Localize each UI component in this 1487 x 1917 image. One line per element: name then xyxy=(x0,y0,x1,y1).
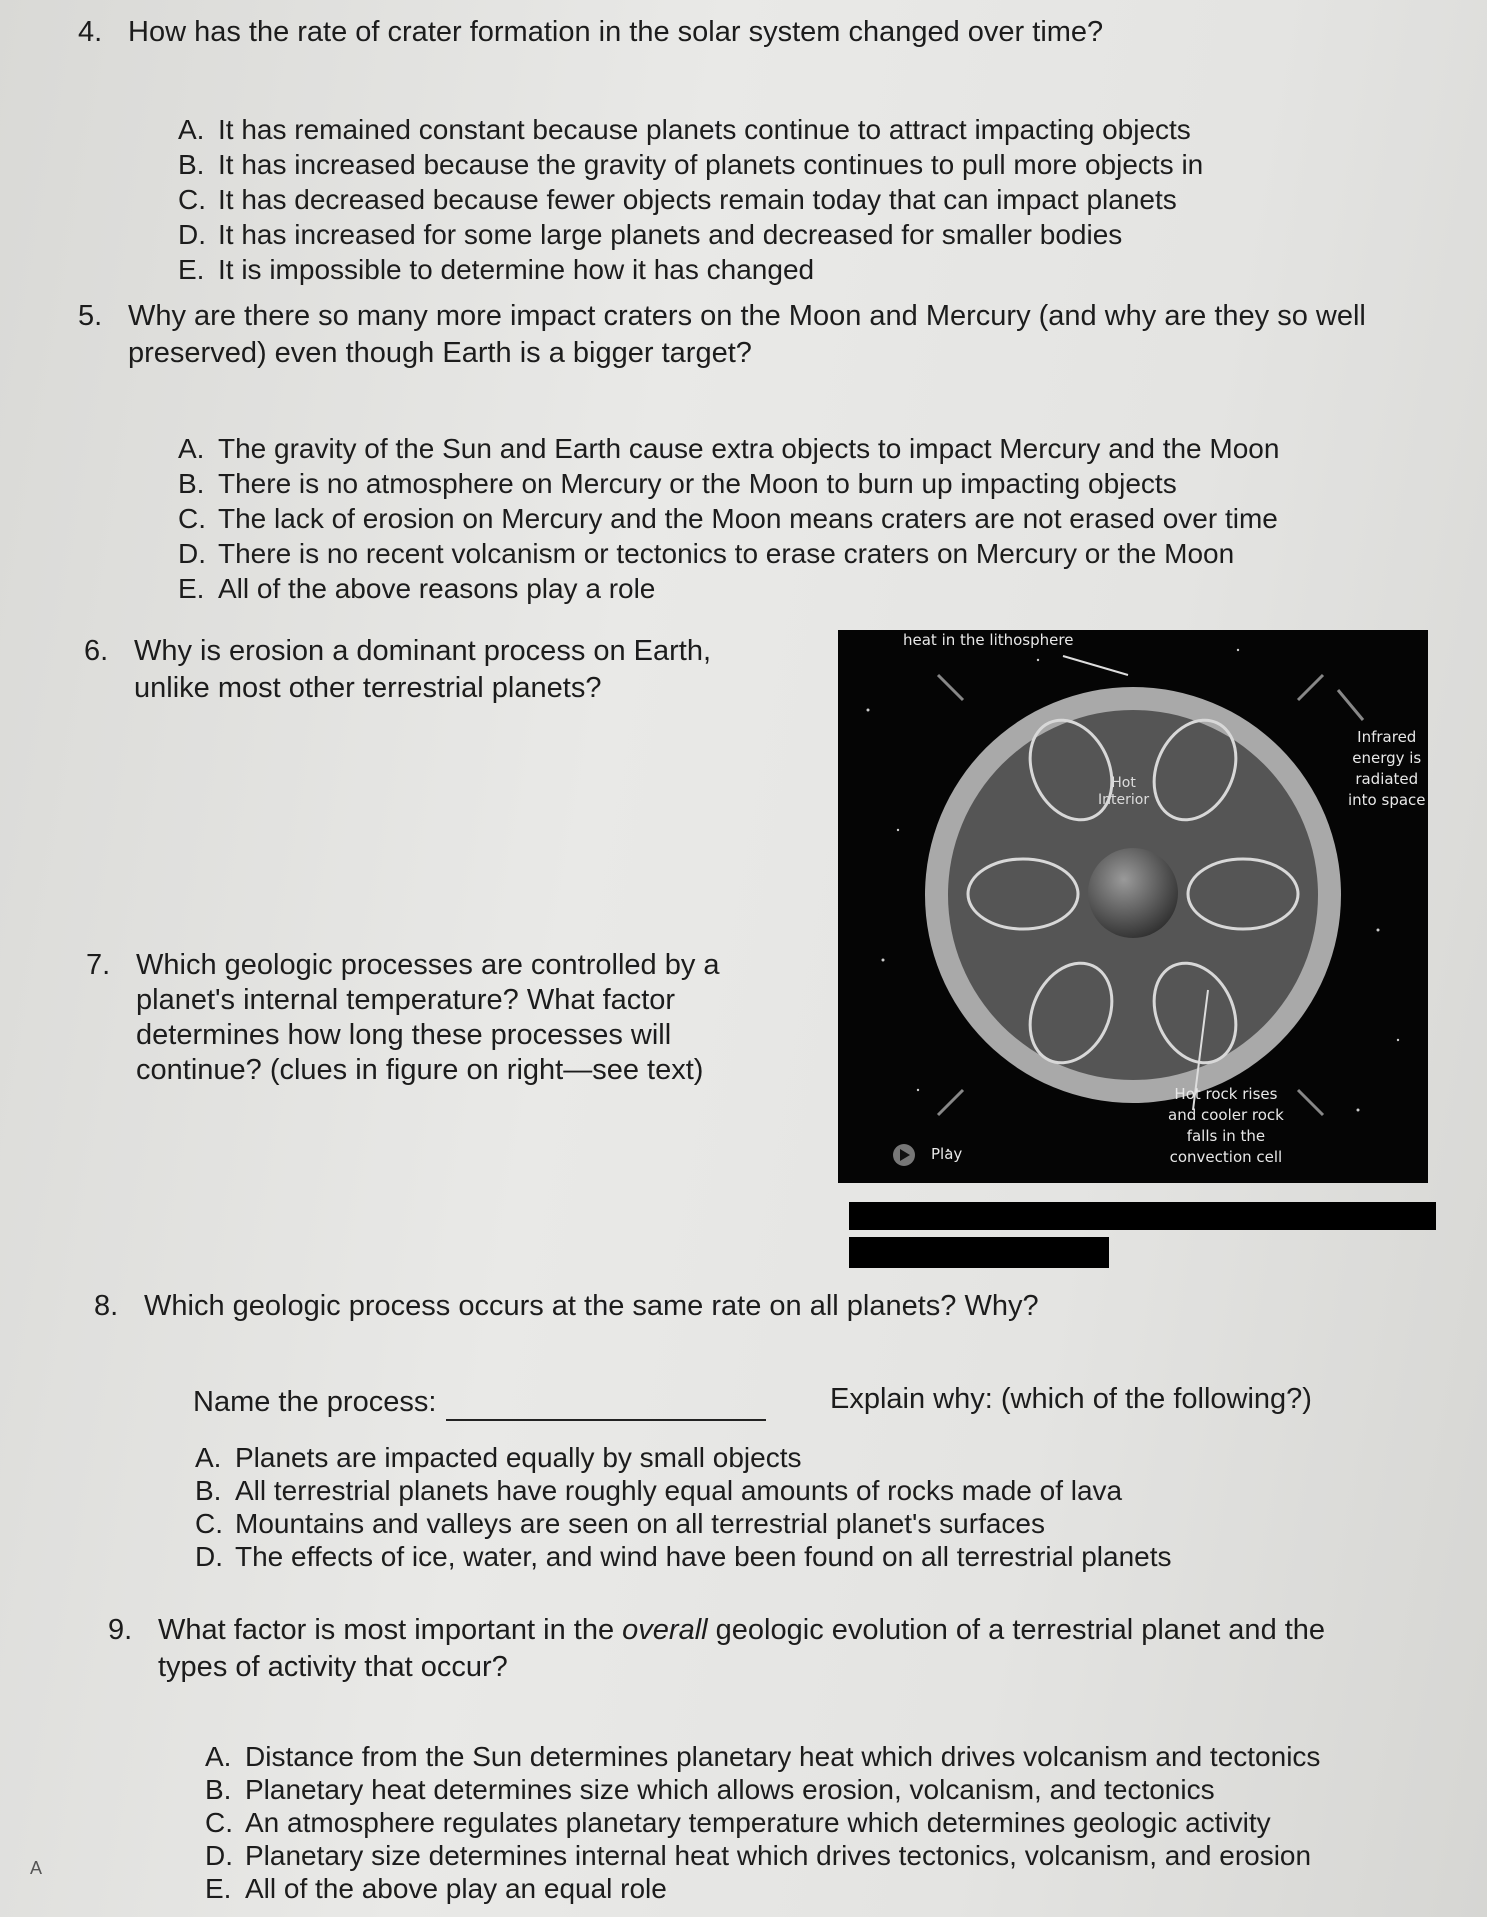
option xyxy=(178,536,1279,571)
question-text: Why are there so many more impact craters on the Moon and Mercury (and why are they so well xyxy=(128,300,1366,332)
question-number: 6. xyxy=(84,635,109,667)
question-number: 5. xyxy=(78,300,103,332)
option-text: There is no recent volcanism or tectonics to erase craters on Mercury or the Moon xyxy=(218,538,1235,569)
option-text: It is impossible to determine how it has changed xyxy=(218,254,815,285)
option-letter: B. xyxy=(195,1475,222,1506)
option xyxy=(178,217,1203,252)
option-letter: D. xyxy=(178,219,206,250)
label-hot-interior xyxy=(1098,775,1149,809)
option-text: It has increased for some large planets and decreased for smaller bodies xyxy=(218,219,1123,250)
option-letter: C. xyxy=(205,1807,233,1838)
question-7 xyxy=(86,948,720,1088)
question-9-options xyxy=(205,1740,1320,1905)
option-text: An atmosphere regulates planetary temperature which determines geologic activity xyxy=(245,1807,1271,1838)
option-text: All of the above play an equal role xyxy=(245,1873,667,1904)
question-9 xyxy=(108,1612,1325,1686)
redaction-bar xyxy=(849,1237,1109,1268)
option xyxy=(178,431,1279,466)
label-line: Infrared xyxy=(1357,728,1417,746)
option-letter: C. xyxy=(178,503,206,534)
option-text: It has decreased because fewer objects remain today that can impact planets xyxy=(218,184,1177,215)
option-letter: B. xyxy=(205,1774,232,1805)
option xyxy=(195,1474,1172,1507)
question-text: Why is erosion a dominant process on Earth, xyxy=(134,635,712,667)
question-number: 9. xyxy=(108,1614,133,1646)
label-line: radiated xyxy=(1355,770,1419,788)
option xyxy=(205,1806,1320,1839)
label-line: convection cell xyxy=(1169,1148,1283,1166)
option-letter: C. xyxy=(178,184,206,215)
label-infrared xyxy=(1348,727,1426,811)
label-line: falls in the xyxy=(1186,1127,1266,1145)
option xyxy=(205,1872,1320,1905)
question-6 xyxy=(84,633,711,707)
question-text: What factor is most important in the xyxy=(158,1614,623,1646)
option xyxy=(178,466,1279,501)
question-text: determines how long these processes will xyxy=(136,1019,672,1051)
name-process-label: Name the process: xyxy=(193,1386,437,1418)
option-text: Planets are impacted equally by small objects xyxy=(235,1442,802,1473)
label-heat-lithosphere: heat in the lithosphere xyxy=(903,631,1074,649)
option-text: The lack of erosion on Mercury and the Moon means craters are not erased over time xyxy=(218,503,1278,534)
option xyxy=(195,1441,1172,1474)
question-number: 4. xyxy=(78,16,103,48)
option-letter: E. xyxy=(178,254,205,285)
option xyxy=(178,182,1203,217)
play-button[interactable]: Play xyxy=(931,1145,963,1163)
question-5 xyxy=(78,298,1366,372)
option-letter: C. xyxy=(195,1508,223,1539)
option-letter: E. xyxy=(178,573,205,604)
label-convection xyxy=(1168,1084,1284,1168)
option-letter: D. xyxy=(205,1840,233,1871)
option xyxy=(178,112,1203,147)
option xyxy=(205,1839,1320,1872)
question-8 xyxy=(94,1288,1039,1325)
question-5-options xyxy=(178,431,1279,606)
option xyxy=(178,571,1279,606)
question-number: 7. xyxy=(86,949,111,981)
option xyxy=(178,501,1279,536)
option xyxy=(195,1540,1172,1573)
question-text: unlike most other terrestrial planets? xyxy=(134,672,602,704)
core xyxy=(1088,848,1178,938)
option-text: The effects of ice, water, and wind have been found on all terrestrial planets xyxy=(235,1541,1172,1572)
label-line: into space xyxy=(1348,791,1426,809)
question-text: How has the rate of crater formation in the solar system changed over time? xyxy=(128,16,1104,48)
label-line: and cooler rock xyxy=(1168,1106,1284,1124)
option-letter: A. xyxy=(178,114,205,145)
option-text: There is no atmosphere on Mercury or the Moon to burn up impacting objects xyxy=(218,468,1177,499)
option xyxy=(178,252,1203,287)
name-process-blank[interactable] xyxy=(446,1393,766,1421)
planet-convection-diagram xyxy=(838,630,1428,1183)
redaction-bar xyxy=(849,1202,1436,1230)
explain-why-label: Explain why: (which of the following?) xyxy=(830,1383,1312,1415)
option-letter: A. xyxy=(178,433,205,464)
question-text: Which geologic processes are controlled by a xyxy=(136,949,720,981)
option-text: Planetary heat determines size which allows erosion, volcanism, and tectonics xyxy=(245,1774,1215,1805)
option-text: Distance from the Sun determines planetary heat which drives volcanism and tectonics xyxy=(245,1741,1321,1772)
question-text: planet's internal temperature? What factor xyxy=(136,984,676,1016)
label-line: energy is xyxy=(1352,749,1422,767)
label-line: Hot xyxy=(1111,775,1136,791)
margin-mark: A xyxy=(30,1858,43,1878)
question-8-options xyxy=(195,1441,1172,1573)
option-letter: E. xyxy=(205,1873,232,1904)
question-4-options xyxy=(178,112,1203,287)
question-text: preserved) even though Earth is a bigger target? xyxy=(128,337,752,369)
convection-figure xyxy=(838,630,1428,1183)
option-letter: A. xyxy=(205,1741,232,1772)
question-number: 8. xyxy=(94,1290,119,1322)
label-line: Hot rock rises xyxy=(1174,1085,1278,1103)
option-letter: D. xyxy=(178,538,206,569)
option xyxy=(178,147,1203,182)
option-letter: D. xyxy=(195,1541,223,1572)
question-text: Which geologic process occurs at the same rate on all planets? Why? xyxy=(144,1290,1039,1322)
question-emphasis: overall xyxy=(622,1614,708,1646)
question-4 xyxy=(78,14,1103,51)
name-process-field xyxy=(193,1384,766,1421)
option-letter: B. xyxy=(178,149,205,180)
label-line: Interior xyxy=(1098,792,1150,808)
question-text: geologic evolution of a terrestrial planet and the xyxy=(707,1614,1326,1646)
option-text: Mountains and valleys are seen on all terrestrial planet's surfaces xyxy=(235,1508,1045,1539)
option-text: It has increased because the gravity of planets continues to pull more objects in xyxy=(218,149,1204,180)
option-letter: B. xyxy=(178,468,205,499)
option-letter: A. xyxy=(195,1442,222,1473)
question-text: continue? (clues in figure on right—see text) xyxy=(136,1054,704,1086)
option xyxy=(205,1740,1320,1773)
option xyxy=(195,1507,1172,1540)
option xyxy=(205,1773,1320,1806)
option-text: All of the above reasons play a role xyxy=(218,573,656,604)
option-text: The gravity of the Sun and Earth cause extra objects to impact Mercury and the Moon xyxy=(218,433,1280,464)
option-text: All terrestrial planets have roughly equal amounts of rocks made of lava xyxy=(235,1475,1123,1506)
question-text: types of activity that occur? xyxy=(158,1651,508,1683)
option-text: It has remained constant because planets continue to attract impacting objects xyxy=(218,114,1191,145)
option-text: Planetary size determines internal heat which drives tectonics, volcanism, and erosion xyxy=(245,1840,1312,1871)
